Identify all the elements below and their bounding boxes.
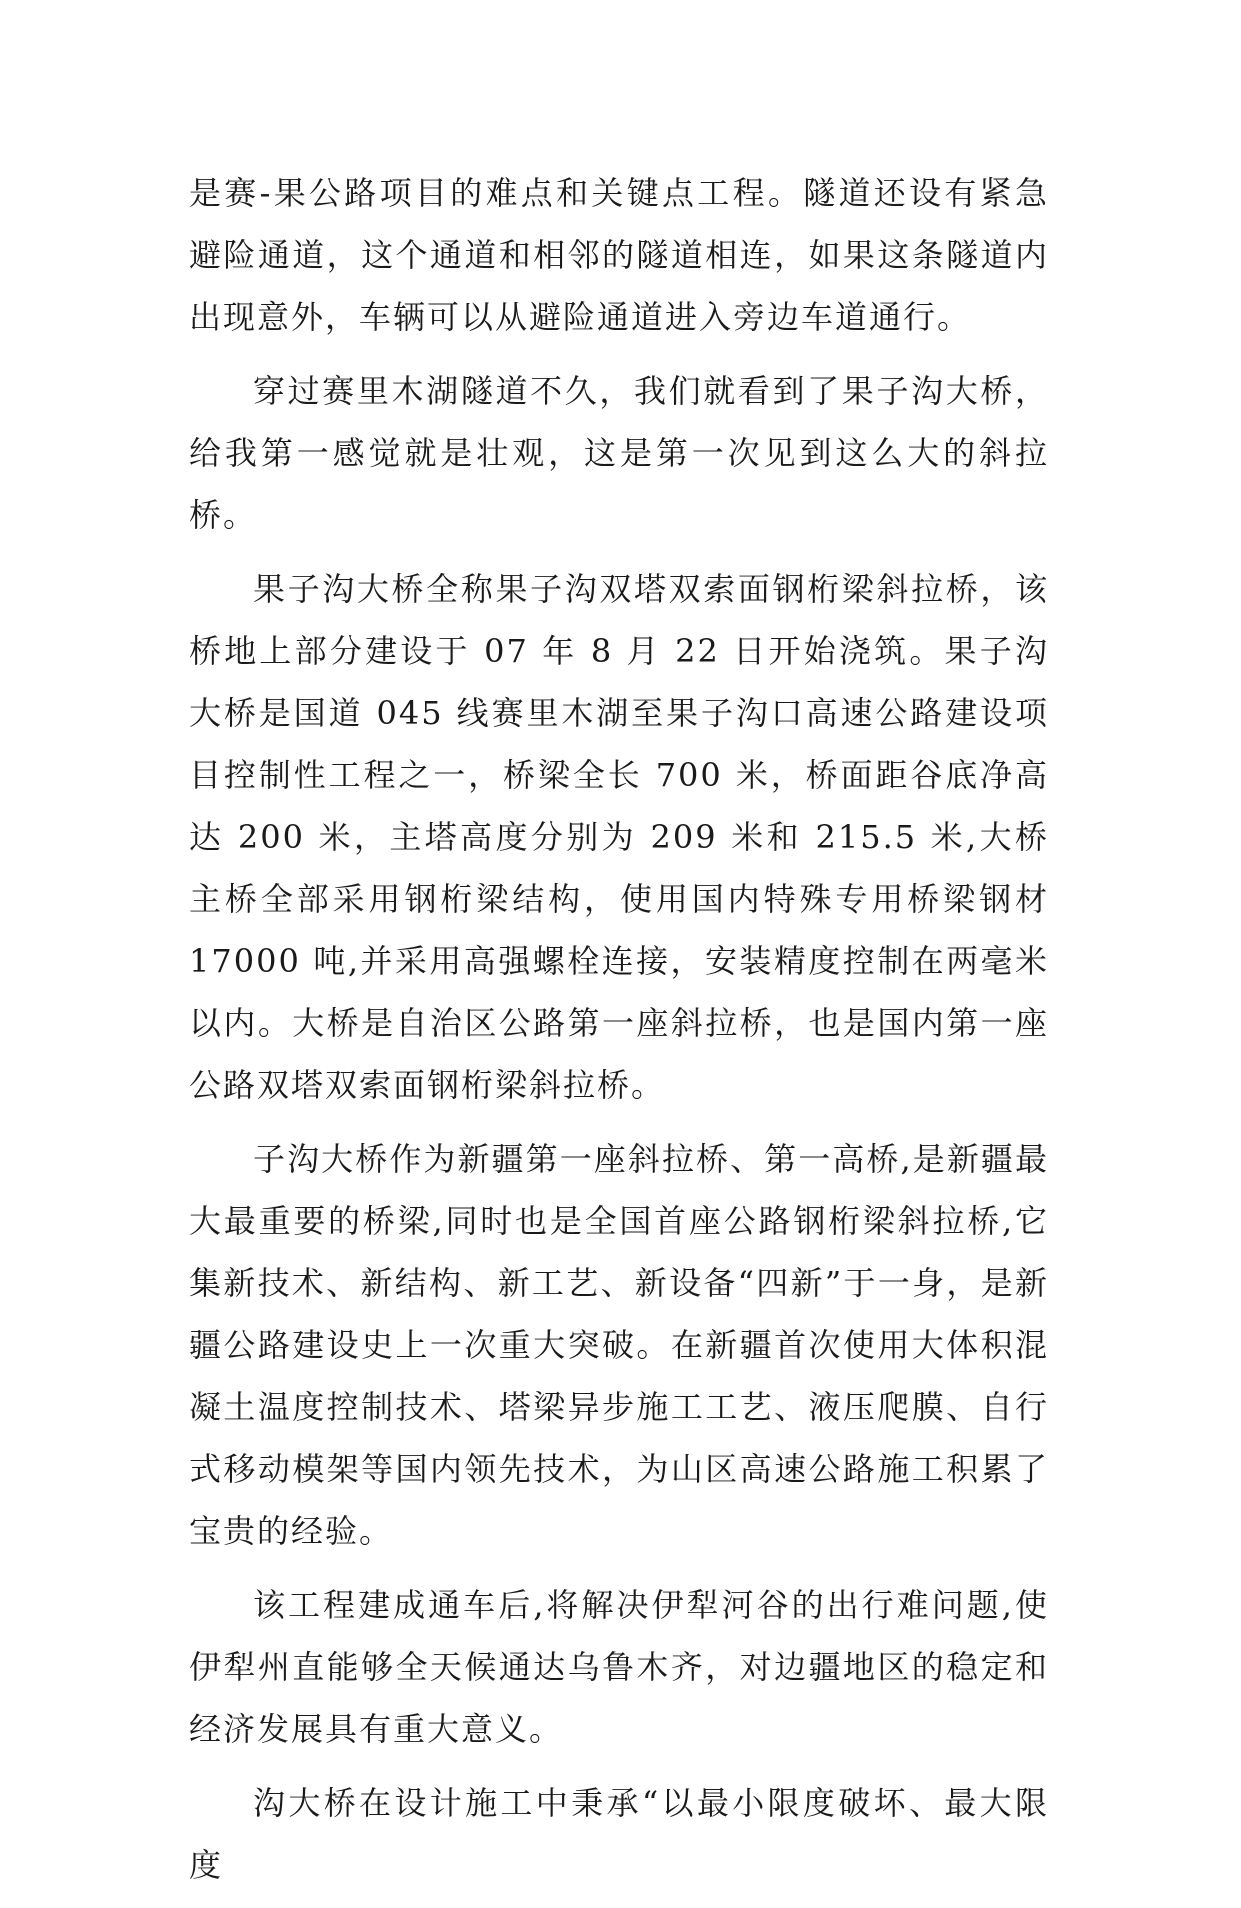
paragraph: 沟大桥在设计施工中秉承“以最小限度破坏、最大限度 xyxy=(189,1784,1049,1884)
paragraph: 穿过赛里木湖隧道不久，我们就看到了果子沟大桥，给我第一感觉就是壮观，这是第一次见到这么大的斜拉桥。 xyxy=(189,372,1049,534)
paragraph: 该工程建成通车后,将解决伊犁河谷的出行难问题,使伊犁州直能够全天候通达乌鲁木齐，对边疆地区的稳定和经济发展具有重大意义。 xyxy=(189,1586,1049,1748)
paragraph: 子沟大桥作为新疆第一座斜拉桥、第一高桥,是新疆最大最重要的桥梁,同时也是全国首座公路钢桁梁斜拉桥,它集新技术、新结构、新工艺、新设备“四新”于一身，是新疆公路建设史上一次重大突破。在新疆首次使用大体积混凝土温度控制技术、塔梁异步施工工艺、液压爬膜、自行式移动模架等国内领先技术，为山区高速公路施工积累了宝贵的经验。 xyxy=(189,1140,1049,1550)
paragraph: 果子沟大桥全称果子沟双塔双索面钢桁梁斜拉桥，该桥地上部分建设于 07 年 8 月 22 日开始浇筑。果子沟大桥是国道 045 线赛里木湖至果子沟口高速公路建设项目控制性工程之一，桥梁全长 700 米，桥面距谷底净高达 200 米，主塔高度分别为 209 米和 215.5 米,大桥主桥全部采用钢桁梁结构，使用国内特殊专用桥梁钢材 17000 吨,并采用高强螺栓连接，安装精度控制在两毫米以内。大桥是自治区公路第一座斜拉桥，也是国内第一座公路双塔双索面钢桁梁斜拉桥。 xyxy=(189,570,1049,1104)
document-body xyxy=(189,162,1049,1908)
paragraph-continuation: 是赛-果公路项目的难点和关键点工程。隧道还设有紧急避险通道，这个通道和相邻的隧道相连，如果这条隧道内出现意外，车辆可以从避险通道进入旁边车道通行。 xyxy=(189,174,1049,336)
